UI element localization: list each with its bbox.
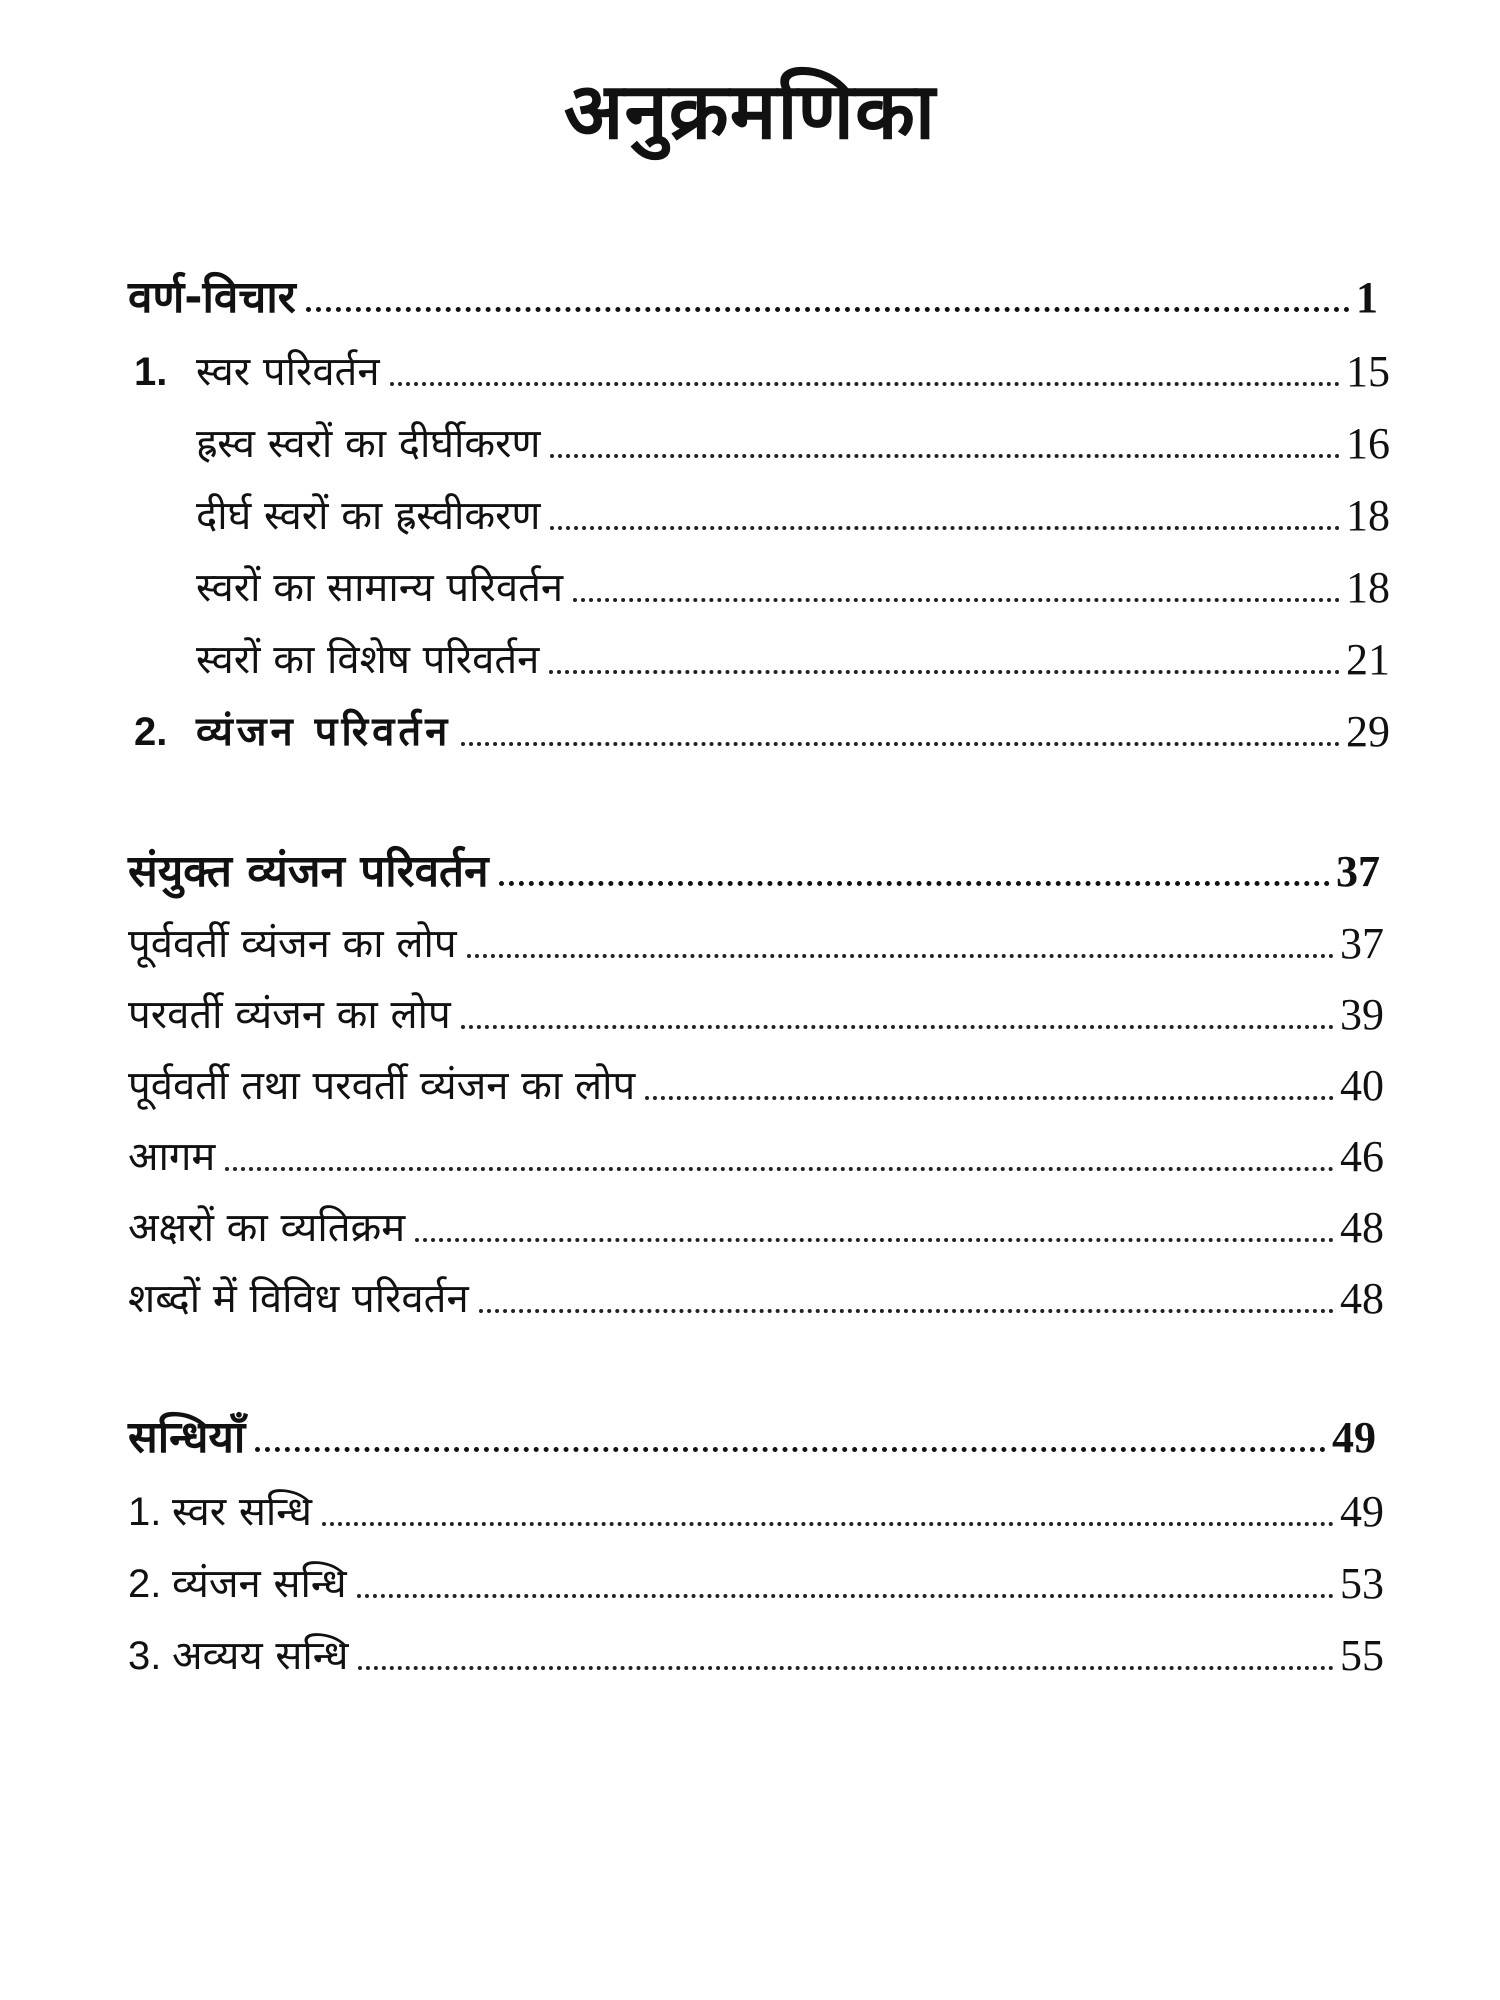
- dot-leader: [461, 1025, 1334, 1029]
- toc-entry[interactable]: [134, 342, 1390, 402]
- dot-leader: [499, 881, 1330, 886]
- toc-entry[interactable]: [128, 1626, 1384, 1686]
- toc-entry[interactable]: [128, 1554, 1384, 1614]
- toc-page-number: 15: [1346, 347, 1390, 396]
- toc-page-number: 37: [1340, 919, 1384, 968]
- toc-entry-label: पूर्ववर्ती तथा परवर्ती व्यंजन का लोप: [128, 1063, 636, 1109]
- toc-page-number: 1: [1356, 273, 1378, 322]
- toc-entry[interactable]: [134, 702, 1390, 762]
- toc-page-number: 49: [1332, 1413, 1376, 1462]
- dot-leader: [415, 1238, 1334, 1242]
- toc-entry-label: शब्दों में विविध परिवर्तन: [128, 1276, 469, 1322]
- dot-leader: [645, 1096, 1334, 1100]
- toc-entry-number: 3.: [128, 1634, 162, 1678]
- toc-heading-label: संयुक्त व्यंजन परिवर्तन: [128, 846, 489, 897]
- toc-entry[interactable]: [128, 985, 1384, 1045]
- toc-entry-label: ह्रस्व स्वरों का दीर्घीकरण: [196, 421, 541, 467]
- toc-entry-label: व्यंजन सन्धि: [172, 1561, 347, 1607]
- dot-leader: [225, 1167, 1334, 1171]
- toc-page-number: 39: [1340, 990, 1384, 1039]
- toc-entry-label: दीर्घ स्वरों का ह्रस्वीकरण: [196, 493, 541, 539]
- toc-entry-number: 2.: [134, 710, 168, 754]
- toc-entry[interactable]: [128, 1056, 1384, 1116]
- toc-entry-label: आगम: [128, 1134, 216, 1180]
- toc-entry-label: परवर्ती व्यंजन का लोप: [128, 992, 451, 1038]
- toc-section-heading[interactable]: [128, 842, 1380, 902]
- toc-entry-label: स्वरों का विशेष परिवर्तन: [196, 637, 540, 683]
- toc-entry[interactable]: [128, 914, 1384, 974]
- toc-section-heading[interactable]: [128, 1408, 1376, 1468]
- dot-leader: [322, 1522, 1334, 1526]
- dot-leader: [358, 1666, 1334, 1670]
- dot-leader: [479, 1309, 1334, 1313]
- toc-section-heading[interactable]: [128, 268, 1378, 328]
- page-title: अनुक्रमणिका: [563, 67, 937, 157]
- toc-page-number: 53: [1340, 1559, 1384, 1608]
- toc-page-number: 16: [1346, 419, 1390, 468]
- toc-page-number: 48: [1340, 1274, 1384, 1323]
- toc-page-number: 29: [1346, 707, 1390, 756]
- toc-entry-number: 1.: [128, 1490, 162, 1534]
- toc-heading-label: सन्धियाँ: [128, 1412, 246, 1463]
- toc-entry-number: 1.: [134, 350, 168, 394]
- dot-leader: [467, 954, 1334, 958]
- toc-page-number: 49: [1340, 1487, 1384, 1536]
- toc-page-number: 48: [1340, 1203, 1384, 1252]
- toc-page-number: 18: [1346, 563, 1390, 612]
- toc-page-number: 21: [1346, 635, 1390, 684]
- toc-entry-label: स्वर सन्धि: [172, 1489, 312, 1535]
- toc-entry-label: अव्यय सन्धि: [172, 1633, 349, 1679]
- toc-entry-label: स्वरों का सामान्य परिवर्तन: [196, 565, 564, 611]
- dot-leader: [357, 1594, 1334, 1598]
- toc-entry[interactable]: [196, 558, 1390, 618]
- dot-leader: [573, 598, 1340, 602]
- dot-leader: [390, 382, 1340, 386]
- toc-entry-label: पूर्ववर्ती व्यंजन का लोप: [128, 921, 457, 967]
- toc-page-number: 37: [1336, 847, 1380, 896]
- dot-leader: [550, 526, 1340, 530]
- toc-entry[interactable]: [128, 1269, 1384, 1329]
- toc-entry[interactable]: [196, 486, 1390, 546]
- dot-leader: [461, 742, 1340, 746]
- toc-entry[interactable]: [196, 630, 1390, 690]
- toc-entry-label: व्यंजन परिवर्तन: [196, 709, 452, 755]
- toc-page-number: 55: [1340, 1631, 1384, 1680]
- toc-entry[interactable]: [128, 1482, 1384, 1542]
- toc-entry-label: स्वर परिवर्तन: [196, 349, 380, 395]
- dot-leader: [306, 307, 1350, 312]
- dot-leader: [550, 454, 1340, 458]
- toc-entry[interactable]: [128, 1198, 1384, 1258]
- dot-leader: [549, 670, 1340, 674]
- toc-entry-number: 2.: [128, 1562, 162, 1606]
- toc-heading-label: वर्ण-विचार: [128, 272, 296, 323]
- toc-page-number: 46: [1340, 1132, 1384, 1181]
- toc-entry[interactable]: [128, 1127, 1384, 1187]
- toc-page-number: 40: [1340, 1061, 1384, 1110]
- toc-entry-label: अक्षरों का व्यतिक्रम: [128, 1205, 406, 1251]
- dot-leader: [255, 1447, 1326, 1452]
- toc-page-number: 18: [1346, 491, 1390, 540]
- toc-entry[interactable]: [196, 414, 1390, 474]
